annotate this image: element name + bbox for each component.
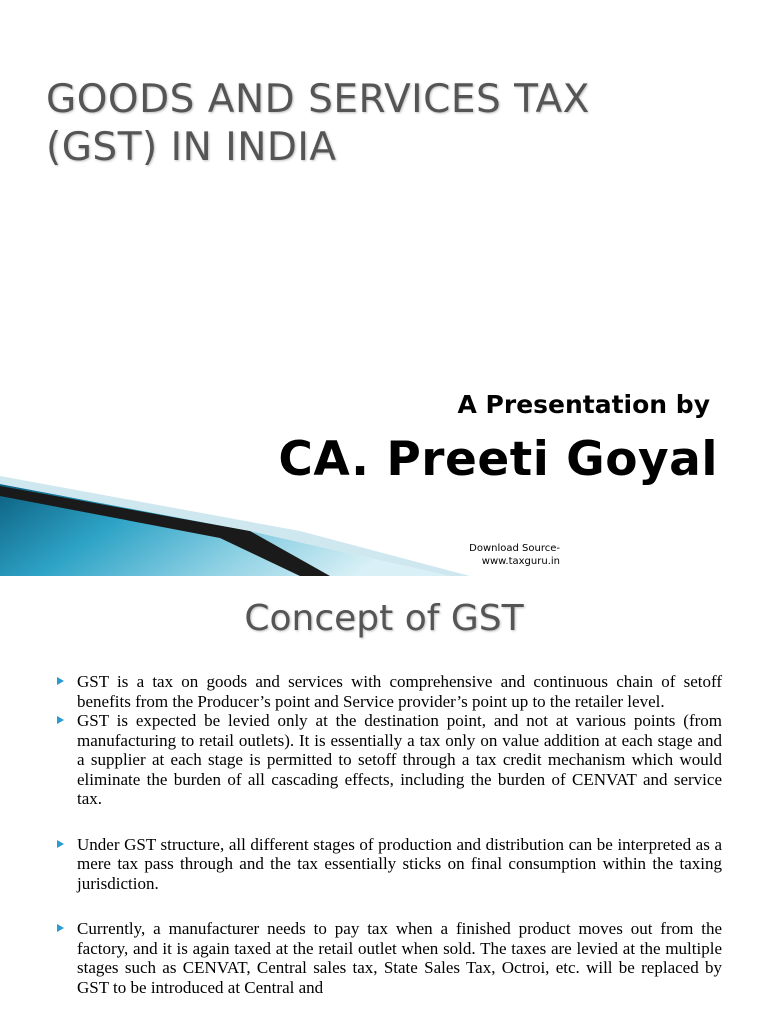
bullet-list [56, 672, 722, 997]
bullet-arrow-icon [57, 924, 64, 932]
bullet-arrow-icon [57, 677, 64, 685]
list-item [56, 835, 722, 894]
source-label: Download Source- [469, 543, 560, 554]
bullet-text: GST is a tax on goods and services with comprehensive and continuous chain of setoff benefits from the Producer’s point and Service provider’s point up to the retailer level. [77, 672, 722, 711]
slide-concept [0, 576, 768, 1024]
bullet-text: GST is expected be levied only at the destination point, and not at various points (from manufacturing to retail outlets). It is essentially a tax only on value addition at each stage and a supplier at each stage is permitted to setoff through a tax credit mechanism which would eliminate the burden of all cascading effects, including the burden of CENVAT and service tax. [77, 711, 722, 808]
bullet-arrow-icon [57, 716, 64, 724]
bullet-text: Currently, a manufacturer needs to pay tax when a finished product moves out from the factory, and it is again taxed at the retail outlet when sold. The taxes are levied at the multiple stages such as CENVAT, Central sales tax, State Sales Tax, Octroi, etc. will be replaced by GST to be introduced at Central and [77, 919, 722, 997]
download-source [440, 542, 560, 568]
author-name: CA. Preeti Goyal [278, 432, 718, 487]
source-url: www.taxguru.in [481, 556, 560, 567]
presentation-by-label: A Presentation by [457, 390, 710, 419]
list-item [56, 711, 722, 809]
title-line-1: GOODS AND SERVICES TAX [46, 77, 590, 122]
list-item [56, 672, 722, 711]
slide-title: Concept of GST [244, 598, 524, 639]
presentation-title [46, 76, 726, 172]
bullet-text: Under GST structure, all different stages of production and distribution can be interpreted as a mere tax pass through and the tax essentially sticks on final consumption within the taxing jurisdiction. [77, 834, 722, 893]
title-line-2: (GST) IN INDIA [46, 125, 337, 170]
decorative-swoosh [0, 476, 768, 576]
list-item [56, 919, 722, 997]
bullet-arrow-icon [57, 840, 64, 848]
